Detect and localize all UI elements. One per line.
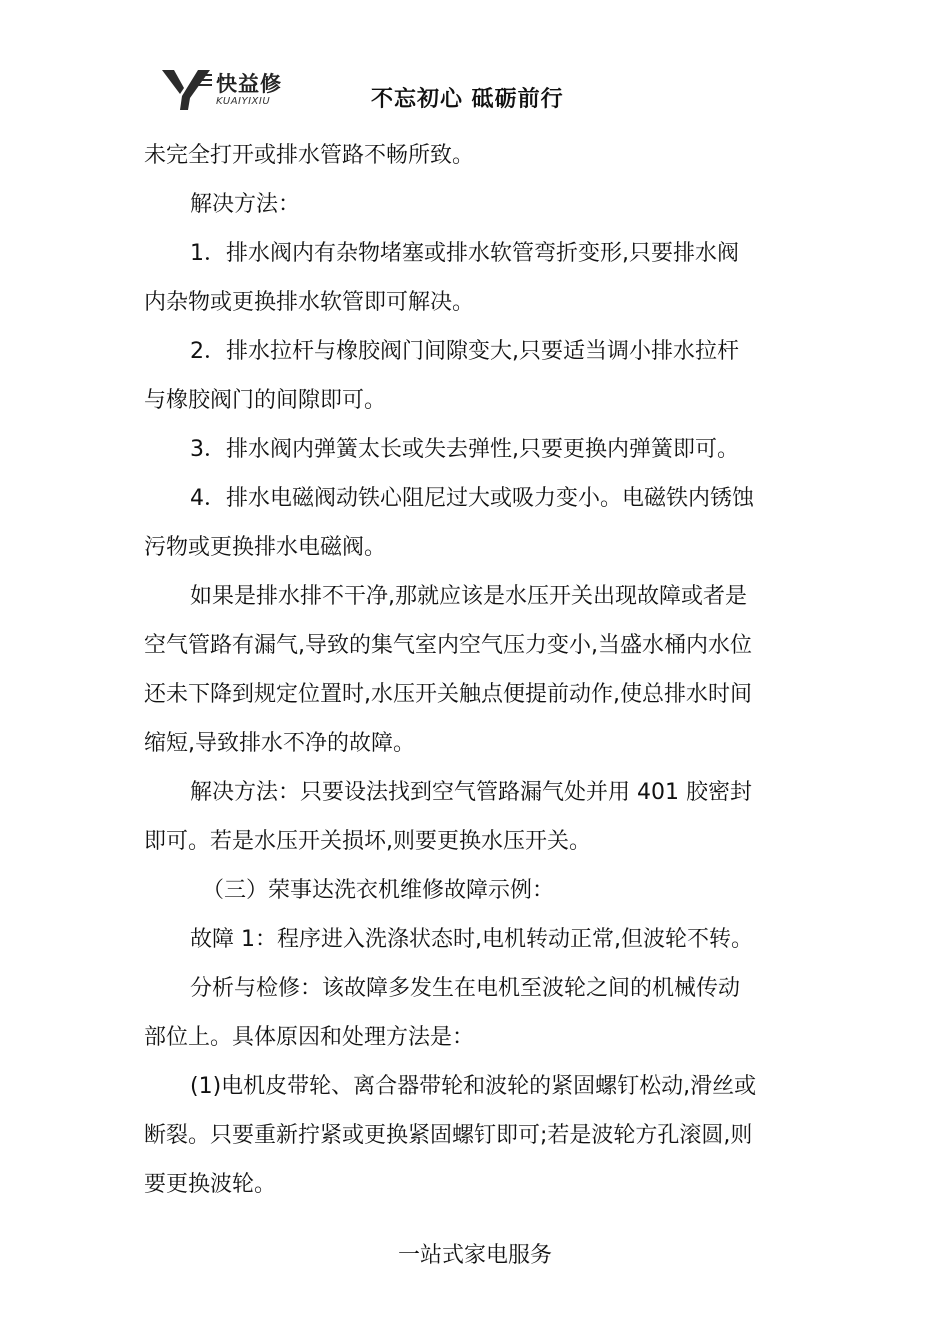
paragraph-line: 与橡胶阀门的间隙即可。 bbox=[144, 388, 387, 413]
paragraph-line: 即可。若是水压开关损坏,则要更换水压开关。 bbox=[144, 829, 591, 854]
paragraph-line: 缩短,导致排水不净的故障。 bbox=[144, 731, 415, 756]
paragraph-line: 要更换波轮。 bbox=[144, 1172, 277, 1197]
paragraph-line: 未完全打开或排水管路不畅所致。 bbox=[144, 143, 475, 168]
header-slogan: 不忘初心 砥砺前行 bbox=[371, 87, 564, 112]
paragraph-line: 污物或更换排水电磁阀。 bbox=[144, 535, 387, 560]
paragraph-line: 解决方法： bbox=[190, 192, 301, 217]
brand-name-cn: 快益修 bbox=[216, 72, 282, 96]
paragraph-line: 1．排水阀内有杂物堵塞或排水软管弯折变形,只要排水阀 bbox=[190, 241, 739, 266]
brand-logo bbox=[160, 68, 320, 112]
y-logo-icon bbox=[160, 68, 212, 112]
paragraph-line: 故障 1：程序进入洗涤状态时,电机转动正常,但波轮不转。 bbox=[190, 927, 753, 952]
paragraph-line: 如果是排水排不干净,那就应该是水压开关出现故障或者是 bbox=[190, 584, 747, 609]
paragraph-line: 部位上。具体原因和处理方法是： bbox=[144, 1025, 475, 1050]
paragraph-line: 解决方法：只要设法找到空气管路漏气处并用 401 胶密封 bbox=[190, 780, 752, 805]
paragraph-line: 内杂物或更换排水软管即可解决。 bbox=[144, 290, 475, 315]
page-footer: 一站式家电服务 bbox=[397, 1243, 552, 1268]
paragraph-line: 2．排水拉杆与橡胶阀门间隙变大,只要适当调小排水拉杆 bbox=[190, 339, 739, 364]
paragraph-line: 空气管路有漏气,导致的集气室内空气压力变小,当盛水桶内水位 bbox=[144, 633, 752, 658]
paragraph-line: 还未下降到规定位置时,水压开关触点便提前动作,使总排水时间 bbox=[144, 682, 752, 707]
paragraph-line: 分析与检修：该故障多发生在电机至波轮之间的机械传动 bbox=[190, 976, 741, 1001]
paragraph-line: 断裂。只要重新拧紧或更换紧固螺钉即可;若是波轮方孔滚圆,则 bbox=[144, 1123, 753, 1148]
paragraph-line: 4．排水电磁阀动铁心阻尼过大或吸力变小。电磁铁内锈蚀 bbox=[190, 486, 754, 511]
paragraph-line: 3．排水阀内弹簧太长或失去弹性,只要更换内弹簧即可。 bbox=[190, 437, 739, 462]
section-heading: （三）荣事达洗衣机维修故障示例： bbox=[202, 878, 555, 903]
page-header bbox=[0, 0, 950, 130]
document-body bbox=[144, 131, 810, 1209]
brand-name-en: KUAIYIXIU bbox=[216, 96, 271, 107]
paragraph-line: (1)电机皮带轮、离合器带轮和波轮的紧固螺钉松动,滑丝或 bbox=[190, 1074, 757, 1099]
